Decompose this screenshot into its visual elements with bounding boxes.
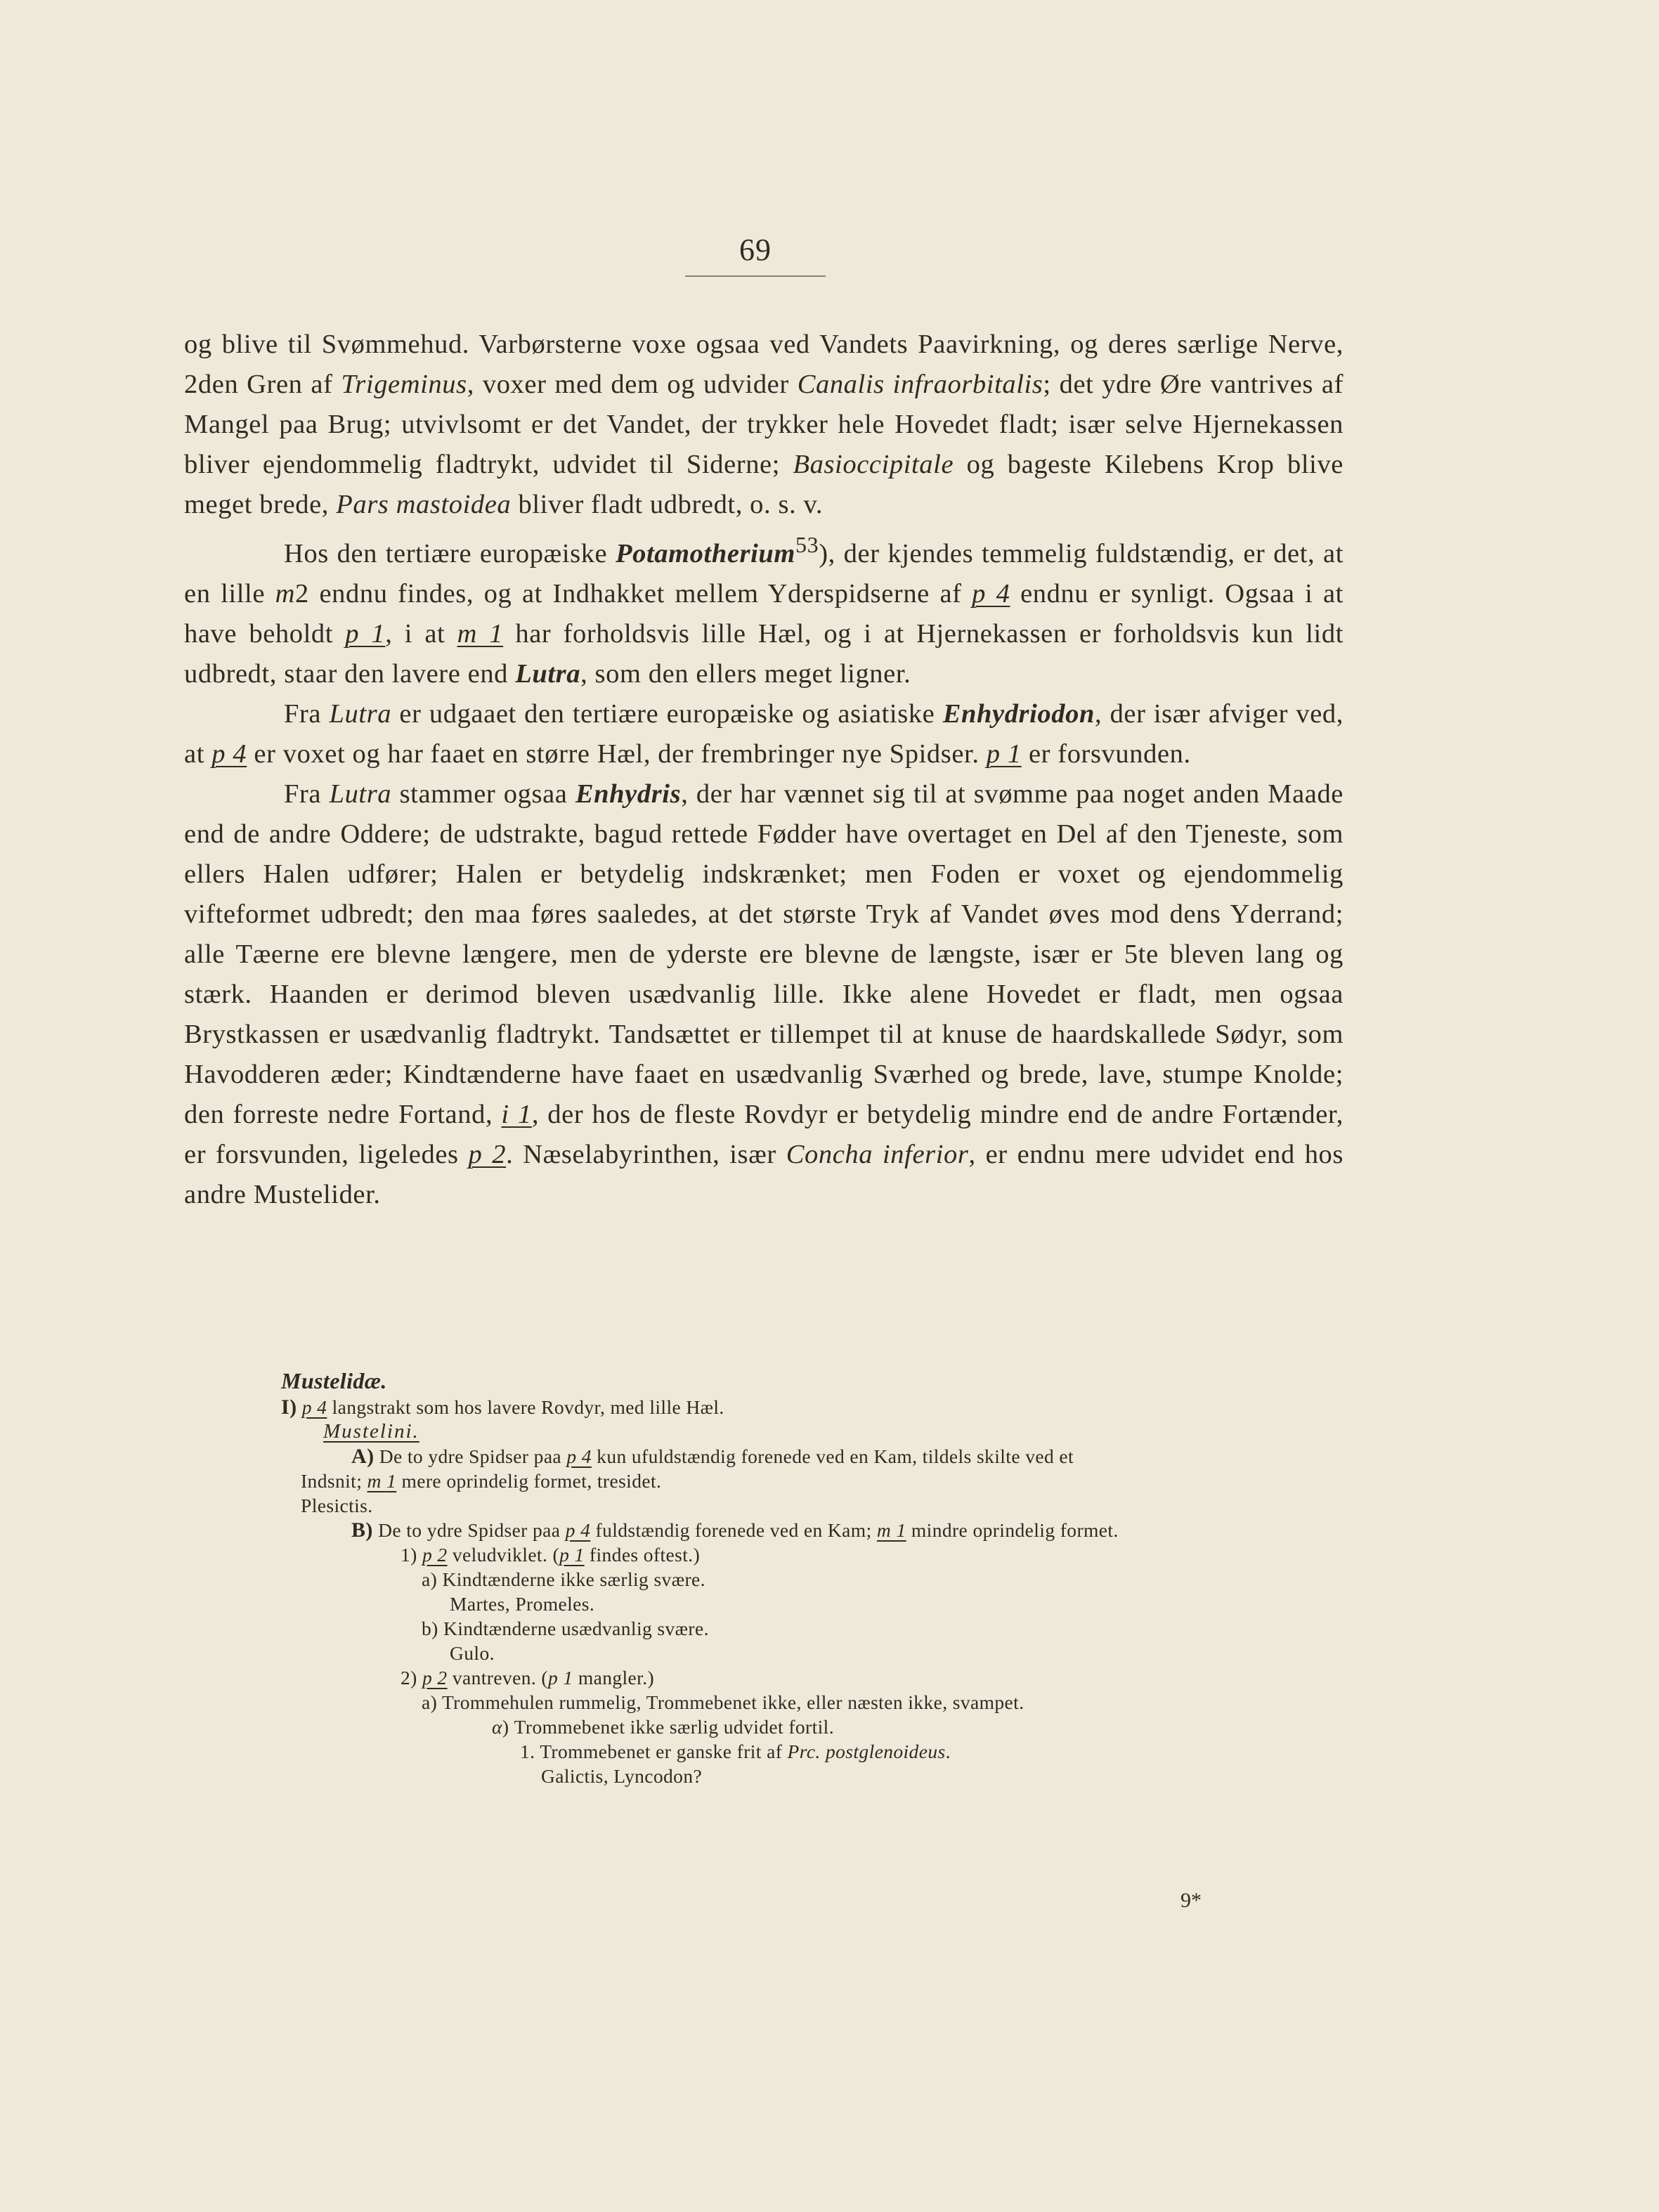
text-run: er forsvunden. <box>1021 739 1191 769</box>
text-run: , der hos de fleste Rovdyr er betydelig mindre end de andre Fortænder, er forsvunden, ligeledes <box>184 1099 1344 1169</box>
text-run: og blive til Svømmehud. Varbørsterne voxe ogsaa ved Vandets Paavirkning, og deres særlige Nerve, 2den Gren af <box>184 330 1344 399</box>
text-run: m 1 <box>457 618 504 649</box>
text-run: stammer ogsaa <box>391 779 575 809</box>
text-run: p 2 <box>422 1544 448 1566</box>
key-heading <box>281 1369 1349 1393</box>
text-run: er voxet og har faaet en større Hæl, der frembringer nye Spidser. <box>247 739 987 769</box>
text-run: Gulo. <box>450 1642 495 1664</box>
text-run <box>297 1396 301 1418</box>
key-entry <box>281 1739 1349 1764</box>
body-text <box>184 325 1344 1215</box>
text-run: m 1 <box>367 1470 397 1492</box>
text-run: I) <box>281 1395 297 1419</box>
text-run: bliver fladt udbredt, o. s. v. <box>511 490 824 519</box>
text-run: Plesictis. <box>301 1495 373 1516</box>
paragraph <box>184 774 1344 1215</box>
key-entry <box>281 1469 1349 1493</box>
text-run: Potamotherium <box>616 538 795 568</box>
text-run: p 2 <box>422 1667 448 1689</box>
text-run: Galictis, Lyncodon? <box>541 1765 703 1787</box>
text-run: . <box>945 1741 951 1762</box>
text-run: p 1 <box>345 618 386 649</box>
text-run: Prc. postglenoideus <box>787 1741 946 1762</box>
text-run: mangler.) <box>573 1667 655 1689</box>
text-run: i 1 <box>501 1099 532 1129</box>
key-entry <box>281 1518 1349 1542</box>
text-run: p 4 <box>212 739 247 769</box>
text-run: p 4 <box>565 1519 591 1541</box>
text-run: mere oprindelig formet, tresidet. <box>396 1470 662 1492</box>
text-run: fuldstændig forenede ved en Kam; <box>590 1519 877 1541</box>
text-run: Lutra <box>515 658 581 689</box>
text-run: a) Trommehulen rummelig, Trommebenet ikke, eller næsten ikke, svampet. <box>422 1691 1024 1713</box>
key-entry <box>281 1641 1349 1665</box>
text-run: α <box>492 1716 502 1738</box>
text-run: veludviklet. ( <box>447 1544 560 1566</box>
paragraph <box>184 325 1344 525</box>
text-run: m <box>275 578 296 609</box>
text-run: , der især afviger ved, at <box>184 698 1344 769</box>
text-run: og bageste Kilebens Krop blive meget brede, <box>184 450 1344 519</box>
text-run: 53 <box>795 532 819 557</box>
text-run: ) Trommebenet ikke særlig udvidet fortil. <box>502 1716 834 1738</box>
text-run: ), der kjendes temmelig fuldstændig, er det, at en lille <box>184 538 1344 609</box>
text-run: . Næselabyrinthen, især <box>506 1139 786 1169</box>
page-number: 69 <box>739 233 772 267</box>
key-entry <box>281 1542 1349 1567</box>
text-run: ; det ydre Øre vantrives af Mangel paa Brug; utvivlsomt er det Vandet, der trykker hele Hovedet fladt; især selve Hjernekassen bliver ejendommelig fladtrykt, udvidet til Siderne; <box>184 370 1344 479</box>
text-run: A) <box>351 1445 375 1468</box>
classification-key <box>281 1369 1349 1788</box>
text-run: kun ufuldstændig forenede ved en Kam, tildels skilte ved et <box>591 1445 1074 1467</box>
text-run: , i at <box>385 618 457 649</box>
text-run: Hos den tertiære europæiske <box>284 538 616 568</box>
signature-mark: 9* <box>1180 1889 1202 1912</box>
text-run: , er endnu mere udvidet end hos andre Mustelider. <box>184 1139 1344 1209</box>
key-entry <box>281 1616 1349 1641</box>
paragraph <box>184 525 1344 694</box>
page-number-rule <box>685 275 826 277</box>
text-run: p 4 <box>301 1396 327 1418</box>
text-run: Trigeminus <box>341 370 467 399</box>
key-entry <box>281 1592 1349 1616</box>
text-run: , voxer med dem og udvider <box>467 370 798 399</box>
key-entry <box>281 1493 1349 1518</box>
key-entry <box>281 1395 1349 1419</box>
text-run: p 1 <box>986 739 1022 769</box>
text-run: findes oftest.) <box>584 1544 701 1566</box>
paragraph <box>184 694 1344 774</box>
key-subheading <box>281 1419 1349 1444</box>
text-run: B) <box>351 1518 373 1542</box>
key-entry <box>281 1444 1349 1469</box>
key-entry <box>281 1715 1349 1739</box>
text-run: p 2 <box>468 1139 507 1169</box>
text-run: har forholdsvis lille Hæl, og i at Hjernekassen er forholdsvis kun lidt udbredt, staar den lavere end <box>184 618 1344 689</box>
text-run: Lutra <box>329 779 392 809</box>
text-run: langstrakt som hos lavere Rovdyr, med lille Hæl. <box>327 1396 724 1418</box>
key-entry <box>281 1764 1349 1788</box>
text-run: Mustelini. <box>323 1420 419 1443</box>
text-run: p 1 <box>559 1544 585 1566</box>
text-run: 1) <box>401 1544 422 1566</box>
text-run: Concha inferior <box>786 1139 969 1169</box>
text-run: vantreven. ( <box>447 1667 548 1689</box>
text-run: Enhydriodon <box>942 698 1095 729</box>
text-run: 2) <box>401 1667 422 1689</box>
text-run: Mustelidæ. <box>281 1368 387 1393</box>
text-run: Pars mastoidea <box>336 490 512 519</box>
text-run: p 4 <box>972 578 1010 609</box>
text-run: b) Kindtænderne usædvanlig svære. <box>422 1618 709 1639</box>
text-run: a) Kindtænderne ikke særlig svære. <box>422 1568 705 1590</box>
text-run: , som den ellers meget ligner. <box>580 658 911 689</box>
text-run: m 1 <box>876 1519 906 1541</box>
text-run: Enhydris <box>575 779 682 809</box>
text-run: Martes, Promeles. <box>450 1593 595 1615</box>
text-run: endnu er synligt. Ogsaa i at have beholdt <box>184 578 1344 649</box>
key-entry <box>281 1567 1349 1592</box>
key-entry <box>281 1665 1349 1690</box>
text-run: De to ydre Spidser paa <box>372 1519 566 1541</box>
text-run: 1. Trommebenet er ganske frit af <box>520 1741 788 1762</box>
text-run: , der har vænnet sig til at svømme paa noget anden Maade end de andre Oddere; de udstrakte, bagud rettede Fødder have overtaget en Del af den Tjeneste, som ellers Halen udfører; Halen er betydelig indskrænket; men Foden er voxet og ejendommelig vifteformet udbredt; den maa føres saaledes, at det største Tryk af Vandet øves mod dens Yderrand; alle Tæerne ere blevne længere, men de yderste ere blevne de længste, især er 5te bleven lang og stærk. Haanden er derimod bleven usædvanlig lille. Ikke alene Hovedet er fladt, men ogsaa Brystkassen er usædvanlig fladtrykt. Tandsættet er tillempet til at knuse de haardskallede Sødyr, som Havodderen æder; Kindtænderne have faaet en usædvanlig Sværhed og brede, lave, stumpe Knolde; den forreste nedre Fortand, <box>184 779 1344 1129</box>
text-run: p 4 <box>566 1445 592 1467</box>
text-run: mindre oprindelig formet. <box>906 1519 1119 1541</box>
key-entry <box>281 1690 1349 1715</box>
text-run: Canalis infraorbitalis <box>797 370 1043 399</box>
text-run: De to ydre Spidser paa <box>374 1445 567 1467</box>
text-run: Basioccipitale <box>793 450 954 479</box>
text-run: 2 endnu findes, og at Indhakket mellem Yderspidserne af <box>295 578 972 609</box>
text-run: Lutra <box>329 698 392 729</box>
text-run: Indsnit; <box>301 1470 367 1492</box>
text-run: Fra <box>284 698 330 729</box>
text-run: Fra <box>284 779 330 809</box>
text-run: p 1 <box>547 1667 573 1689</box>
text-run: er udgaaet den tertiære europæiske og asiatiske <box>391 698 943 729</box>
